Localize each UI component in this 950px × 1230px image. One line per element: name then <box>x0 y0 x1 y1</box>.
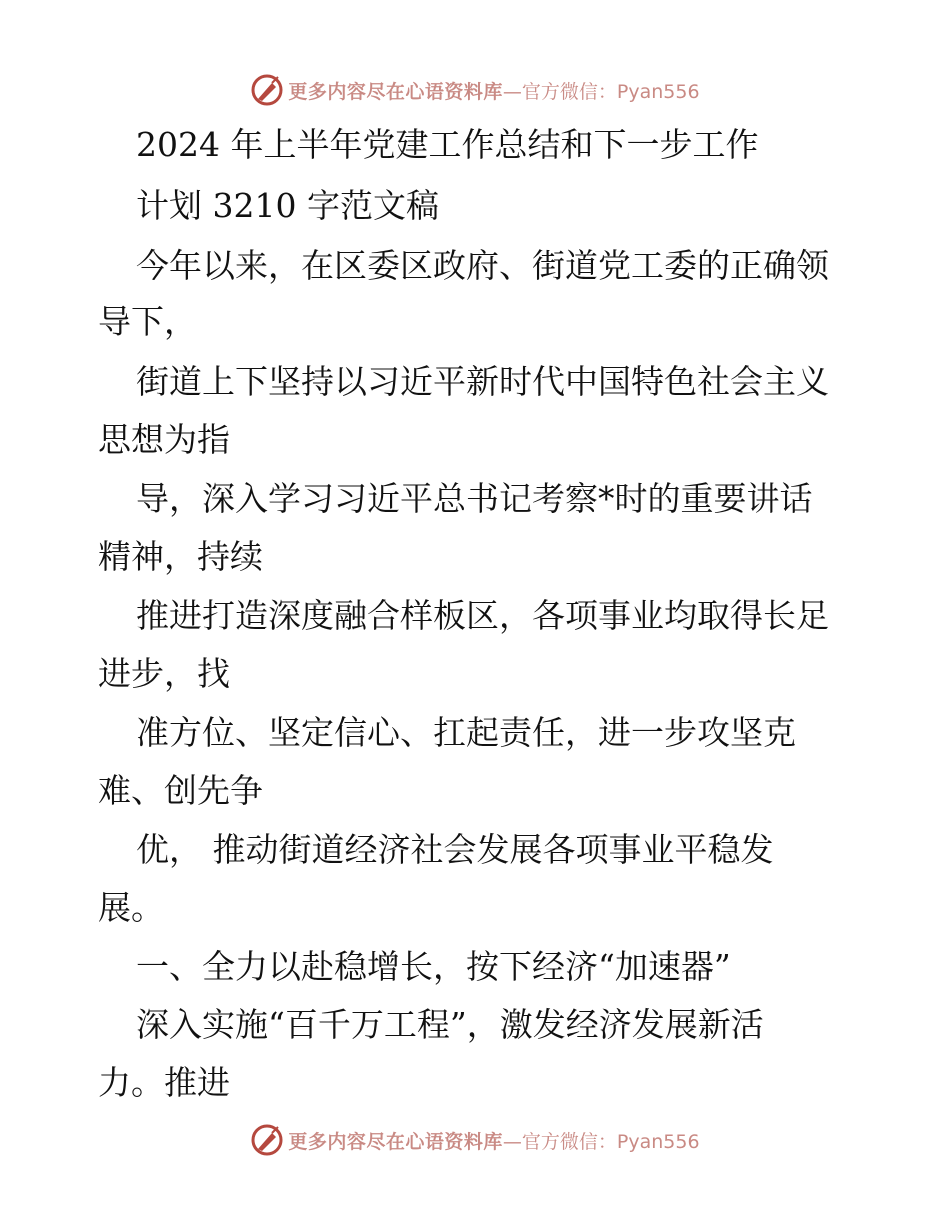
paragraph-line: 进步，找 <box>98 654 230 693</box>
paragraph-line: 今年以来，在区委区政府、街道党工委的正确领 <box>136 246 829 285</box>
pen-logo-icon <box>250 1123 284 1157</box>
paragraph-line: 导下， <box>98 302 197 341</box>
doc-title-line-2: 计划 3210 字范文稿 <box>136 186 439 225</box>
paragraph-line: 精神，持续 <box>98 537 263 576</box>
paragraph-line: 深入实施“百千万工程”，激发经济发展新活 <box>136 1005 764 1044</box>
doc-title-line-1: 2024 年上半年党建工作总结和下一步工作 <box>136 125 759 164</box>
paragraph-line: 展。 <box>98 888 164 927</box>
footer-watermark <box>0 1120 950 1160</box>
paragraph-line: 力。推进 <box>98 1063 230 1102</box>
paragraph-line: 街道上下坚持以习近平新时代中国特色社会主义 <box>136 362 829 401</box>
paragraph-line: 导，深入学习习近平总书记考察*时的重要讲话 <box>136 479 813 518</box>
watermark-wechat: —官方微信：Pyan556 <box>502 80 700 103</box>
watermark-wechat: —官方微信：Pyan556 <box>502 1130 700 1153</box>
paragraph-line: 思想为指 <box>98 420 230 459</box>
paragraph-line: 难、创先争 <box>98 771 263 810</box>
section-heading: 一、全力以赴稳增长，按下经济“加速器” <box>136 947 731 986</box>
watermark-brand: 更多内容尽在心语资料库 <box>288 80 503 103</box>
pen-logo-icon <box>250 73 284 107</box>
paragraph-line: 优， 推动街道经济社会发展各项事业平稳发 <box>136 830 774 869</box>
watermark-brand: 更多内容尽在心语资料库 <box>288 1130 503 1153</box>
paragraph-line: 推进打造深度融合样板区，各项事业均取得长足 <box>136 596 829 635</box>
header-watermark <box>0 70 950 110</box>
paragraph-line: 准方位、坚定信心、扛起责任，进一步攻坚克 <box>136 713 796 752</box>
